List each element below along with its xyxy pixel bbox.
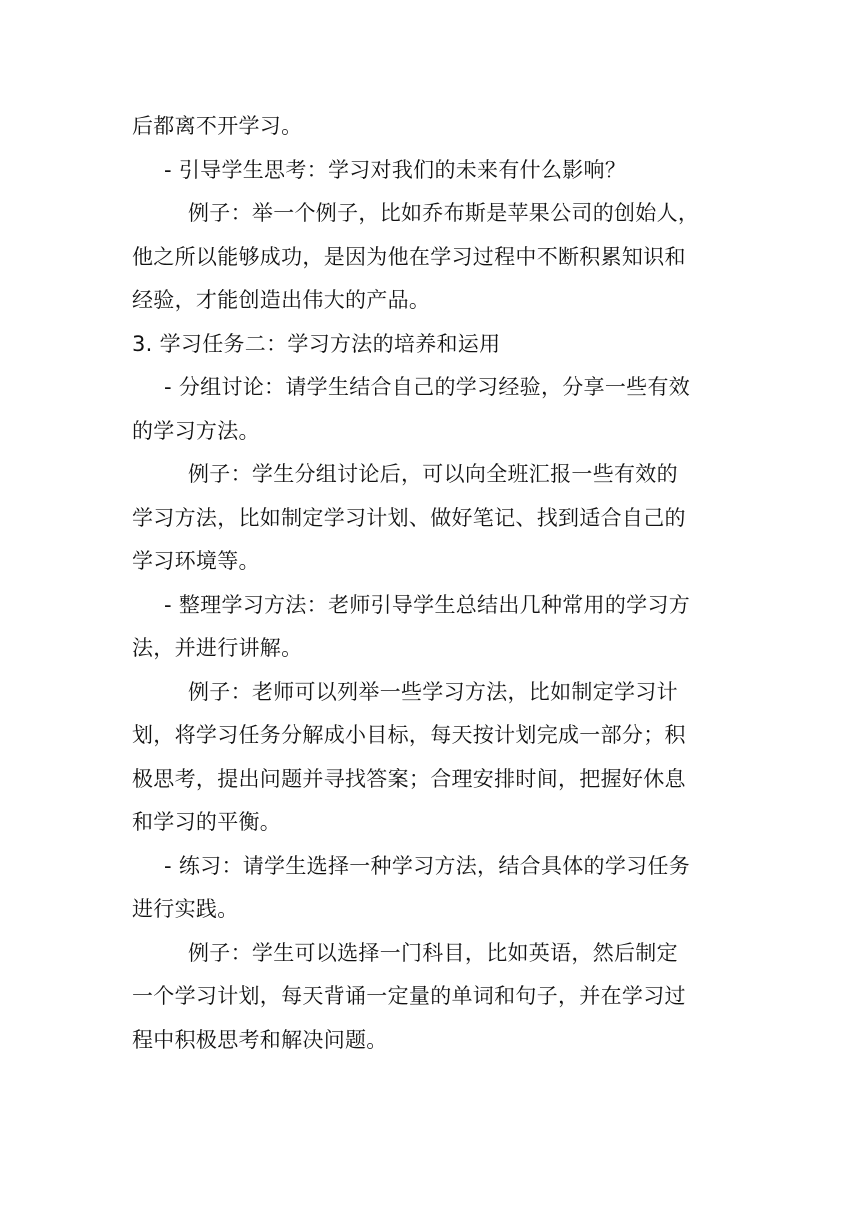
bullet-practice: [132, 845, 732, 932]
text-line: - 整理学习方法：老师引导学生总结出几种常用的学习方: [164, 592, 691, 617]
text-line: 例子：学生可以选择一门科目，比如英语，然后制定: [188, 940, 678, 965]
example-group-report: [132, 453, 732, 584]
text-line: 例子：老师可以列举一些学习方法，比如制定学习计: [188, 679, 678, 704]
bullet-group-discussion: [132, 366, 732, 453]
text-line: 学习环境等。: [132, 549, 260, 573]
text-line: 进行实践。: [132, 897, 239, 921]
example-english-plan: [132, 932, 732, 1063]
text-line: 他之所以能够成功，是因为他在学习过程中不断积累知识和: [132, 244, 686, 269]
bullet-guide-thinking: [132, 149, 732, 193]
text-line: 3. 学习任务二：学习方法的培养和运用: [132, 331, 501, 356]
text-line: 学习方法，比如制定学习计划、做好笔记、找到适合自己的: [132, 505, 686, 530]
text-line: 例子：学生分组讨论后，可以向全班汇报一些有效的: [188, 462, 678, 486]
text-line: 划，将学习任务分解成小目标，每天按计划完成一部分；积: [132, 723, 686, 747]
text-line: 极思考，提出问题并寻找答案；合理安排时间，把握好休息: [132, 766, 686, 791]
text-line: - 练习：请学生选择一种学习方法，结合具体的学习任务: [164, 853, 691, 878]
text-line: 经验，才能创造出伟大的产品。: [132, 288, 431, 312]
text-line: 法，并进行讲解。: [132, 636, 303, 660]
text-line: 程中积极思考和解决问题。: [132, 1027, 388, 1052]
text-line: 后都离不开学习。: [132, 114, 303, 138]
bullet-organize-methods: [132, 584, 732, 671]
text-line: 的学习方法。: [132, 418, 260, 443]
text-line: 和学习的平衡。: [132, 810, 282, 834]
document-body: [132, 105, 732, 1062]
example-jobs: [132, 192, 732, 323]
text-line: 例子：举一个例子，比如乔布斯是苹果公司的创始人，: [188, 201, 700, 225]
text-line: - 分组讨论：请学生结合自己的学习经验，分享一些有效: [164, 375, 691, 399]
text-line: 一个学习计划，每天背诵一定量的单词和句子，并在学习过: [132, 984, 686, 1008]
paragraph-continuation: [132, 105, 732, 149]
section-heading-task-two: [132, 323, 732, 367]
text-line: - 引导学生思考：学习对我们的未来有什么影响？: [164, 157, 627, 182]
example-teacher-methods: [132, 671, 732, 845]
